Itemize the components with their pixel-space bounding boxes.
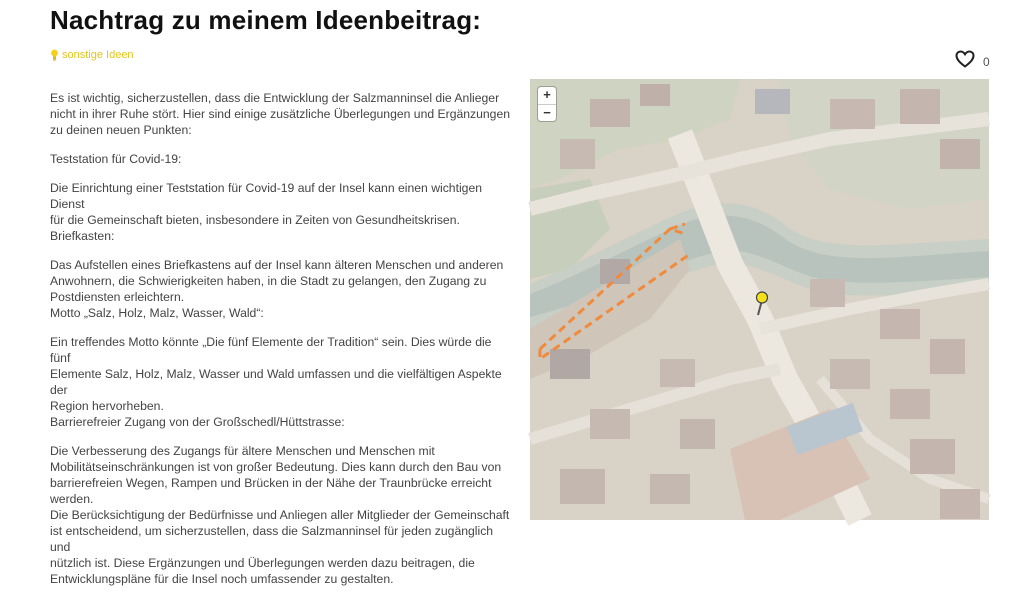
text-line: werden. xyxy=(50,492,94,506)
text-line: ist entscheidend, um sicherzustellen, dass die Salzmanninsel für jeden zugänglich und xyxy=(50,524,494,554)
text-line: Es ist wichtig, sicherzustellen, dass die Entwicklung der Salzmanninsel die Anlieger xyxy=(50,91,500,105)
like-count: 0 xyxy=(983,55,990,69)
text-line: Die Verbesserung des Zugangs für ältere Menschen und Menschen mit xyxy=(50,444,435,458)
text-line: Anwohnern, die Schwierigkeiten haben, in die Stadt zu gelangen, den Zugang zu xyxy=(50,274,487,288)
text-line: Region hervorheben. xyxy=(50,399,164,413)
lightbulb-icon xyxy=(50,49,59,61)
text-line: Ein treffendes Motto könnte „Die fünf Elemente der Tradition“ sein. Dies würde die fünf xyxy=(50,335,492,365)
zoom-control xyxy=(538,87,556,121)
text-line: Teststation für Covid-19: xyxy=(50,152,182,166)
zoom-in-button[interactable]: + xyxy=(543,87,551,102)
briefkasten-paragraph xyxy=(50,257,512,321)
heart-icon[interactable] xyxy=(955,50,975,68)
text-line: Motto „Salz, Holz, Malz, Wasser, Wald“: xyxy=(50,306,264,320)
page-title: Nachtrag zu meinem Ideenbeitrag: xyxy=(50,5,482,35)
zugang-paragraph xyxy=(50,443,512,587)
text-line: zu deinen neuen Punkten: xyxy=(50,123,192,137)
text-line: Das Aufstellen eines Briefkastens auf der Insel kann älteren Menschen und anderen xyxy=(50,258,504,272)
intro-paragraph xyxy=(50,90,512,138)
text-line: nützlich ist. Diese Ergänzungen und Überlegungen werden dazu beitragen, die xyxy=(50,556,475,570)
category-label: sonstige Ideen xyxy=(62,49,134,61)
idea-text xyxy=(50,90,512,600)
text-line: Die Berücksichtigung der Bedürfnisse und Anliegen aller Mitglieder der Gemeinschaft xyxy=(50,508,510,522)
text-line: Postdiensten erleichtern. xyxy=(50,290,185,304)
teststation-heading xyxy=(50,151,512,167)
text-line: Mobilitätseinschränkungen ist von großer Bedeutung. Dies kann durch den Bau von xyxy=(50,460,502,474)
category-tag[interactable] xyxy=(50,49,134,61)
text-line: Entwicklungspläne für die Insel noch umfassender zu gestalten. xyxy=(50,572,394,586)
text-line: Die Einrichtung einer Teststation für Covid-19 auf der Insel kann einen wichtigen Dienst xyxy=(50,181,483,211)
aerial-map[interactable] xyxy=(530,79,989,520)
text-line: Elemente Salz, Holz, Malz, Wasser und Wald umfassen und die vielfältigen Aspekte der xyxy=(50,367,502,397)
text-line: Barrierefreier Zugang von der Großschedl/Hüttstrasse: xyxy=(50,415,345,429)
zoom-out-button[interactable]: − xyxy=(538,104,556,121)
text-line: Briefkasten: xyxy=(50,229,115,243)
motto-paragraph xyxy=(50,334,512,430)
location-pin-icon[interactable] xyxy=(755,291,769,317)
like-widget[interactable] xyxy=(955,49,990,69)
text-line: barrierefreien Wegen, Rampen und Brücken in der Nähe der Traunbrücke erreicht xyxy=(50,476,492,490)
teststation-paragraph xyxy=(50,180,512,244)
text-line: nicht in ihrer Ruhe stört. Hier sind einige zusätzliche Überlegungen und Ergänzungen xyxy=(50,107,511,121)
text-line: für die Gemeinschaft bieten, insbesondere in Zeiten von Gesundheitskrisen. xyxy=(50,213,460,227)
